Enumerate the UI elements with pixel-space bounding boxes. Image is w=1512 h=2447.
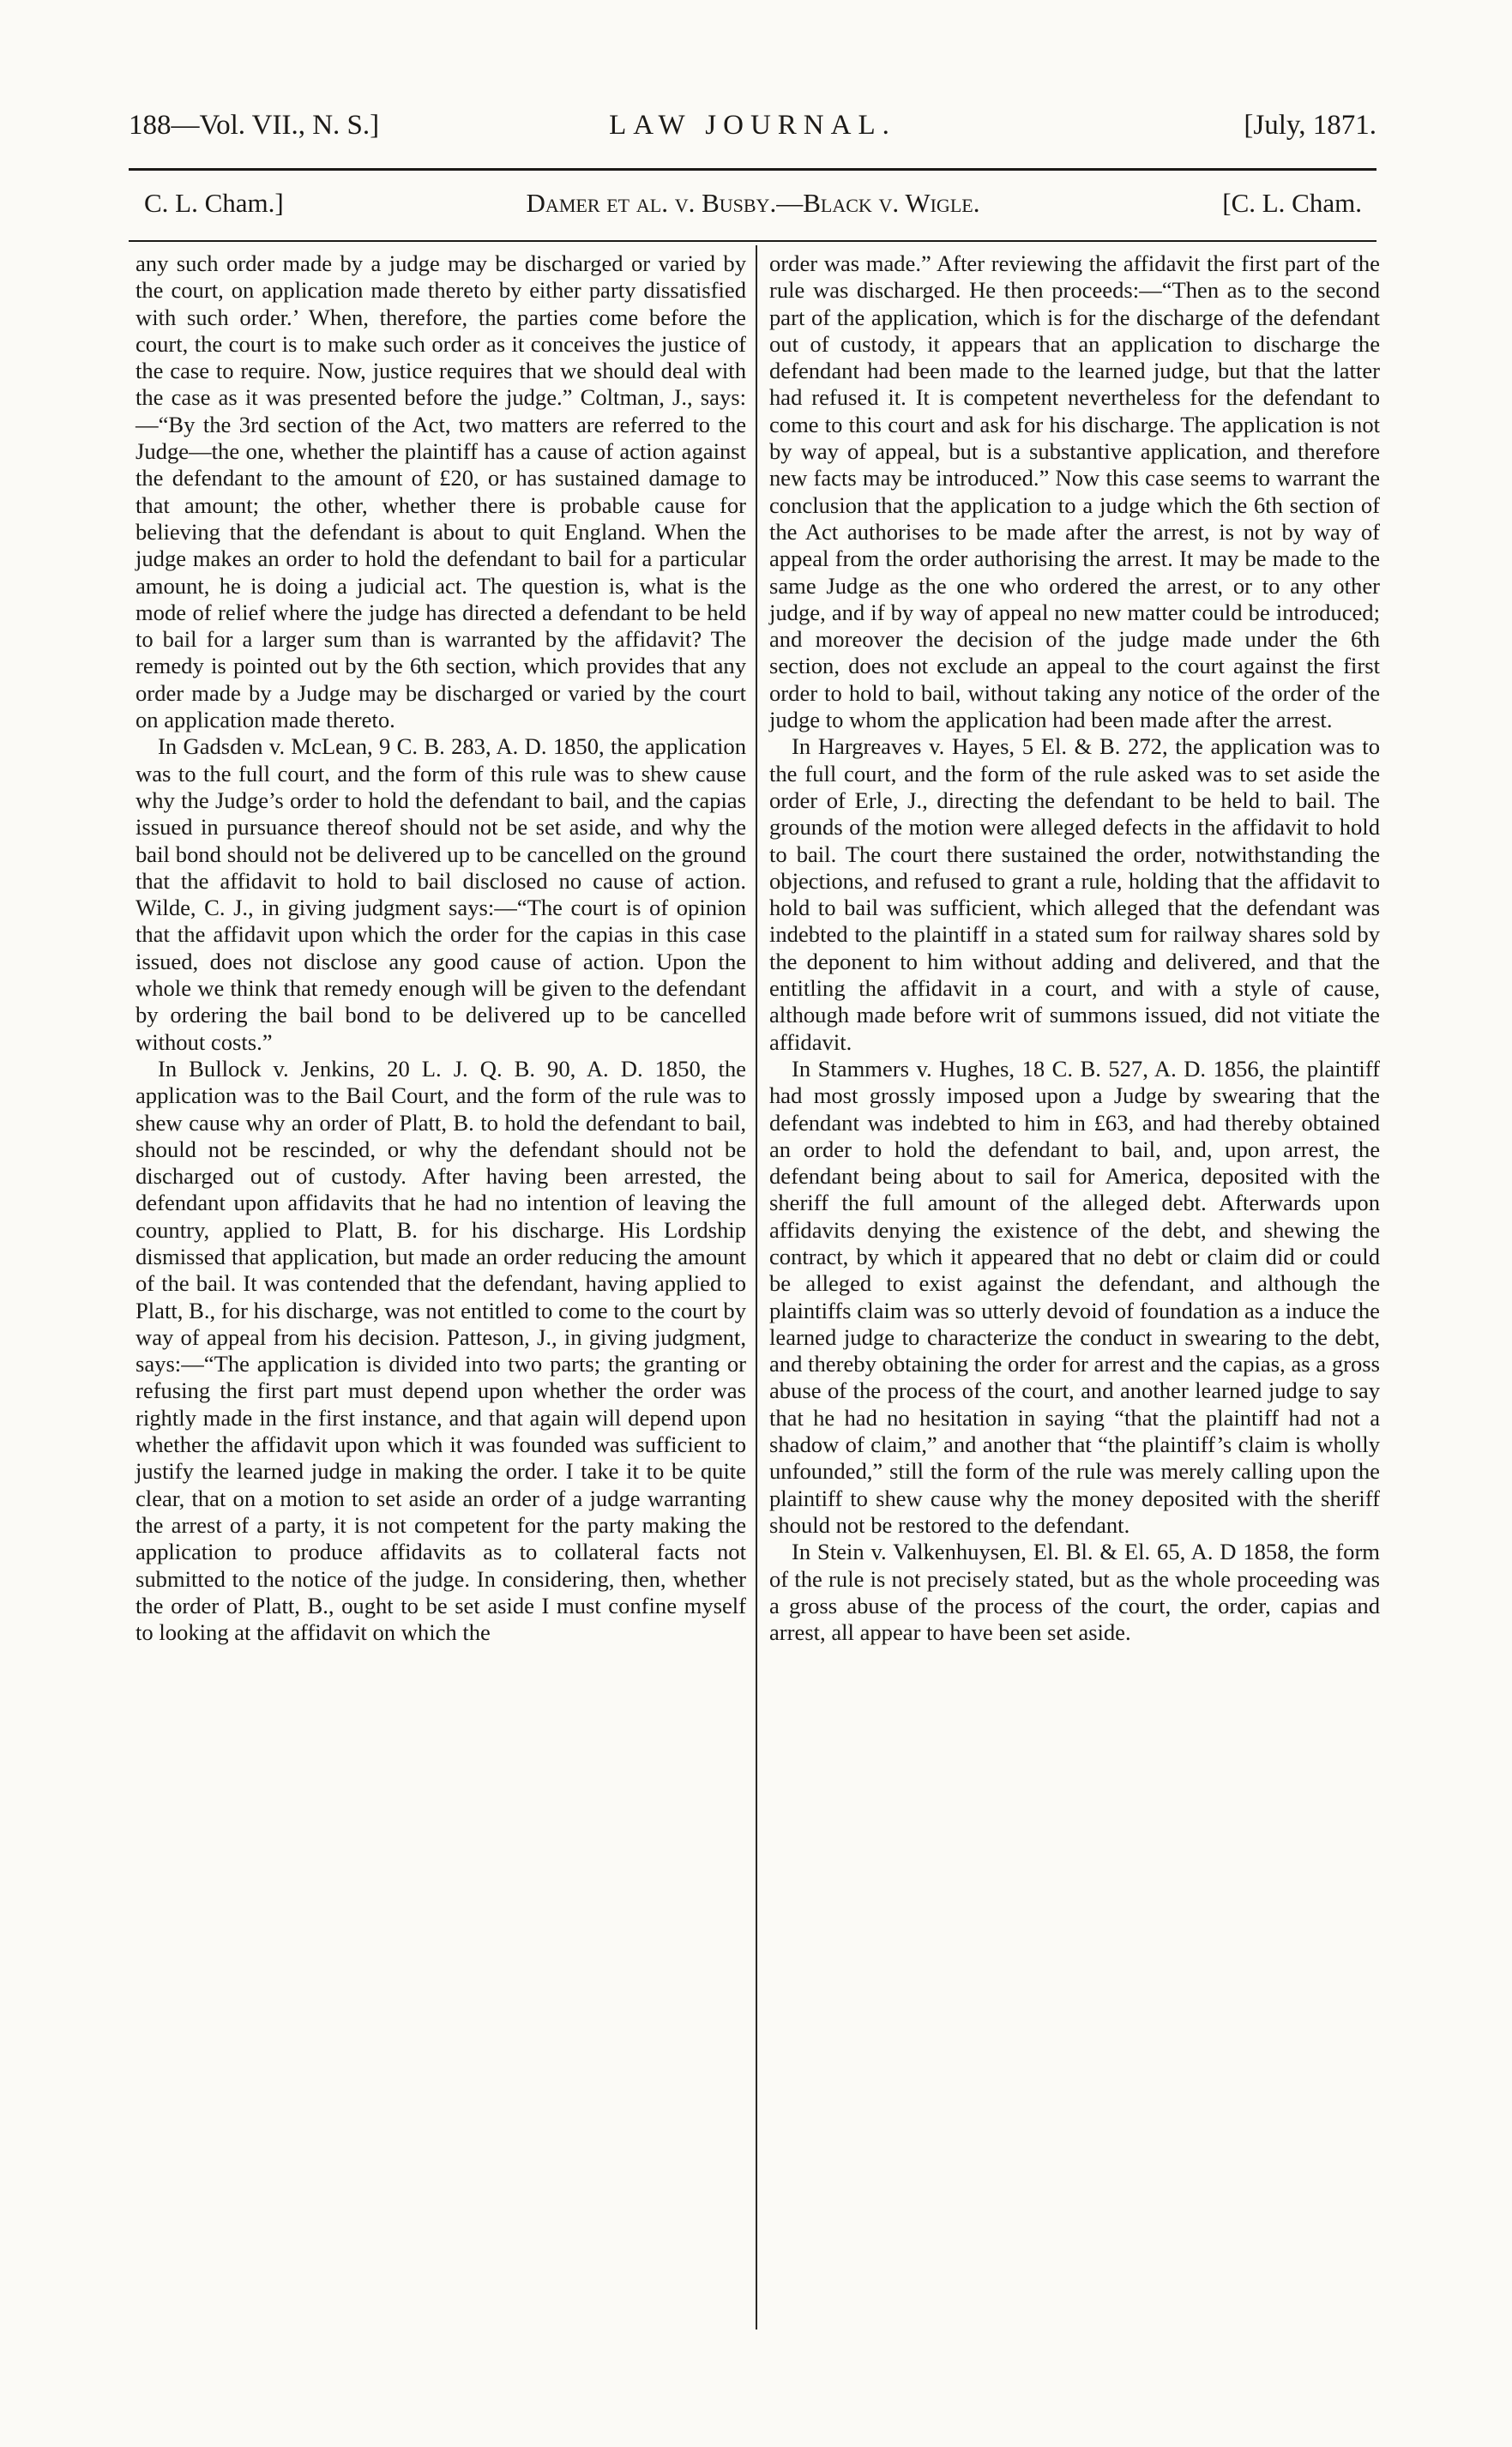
column-divider (756, 245, 757, 2329)
paragraph: In Hargreaves v. Hayes, 5 El. & B. 272, the application was to the full court, and the form of the rule asked was to set aside the order of Erle, J., directing the defendant to be held to bail. The grounds of the motion were alleged defects in the affidavit to hold to bail. The court there sustained the order, notwithstanding the objections, and refused to grant a rule, holding that the affidavit to hold to bail was sufficient, which alleged that the defendant was indebted to the plaintiff in a stated sum for railway shares sold by the deponent to him without adding and delivered, and that the entitling the affidavit in a court, and with a style of cause, although made before writ of summons issued, did not vitiate the affidavit. (769, 733, 1380, 1055)
case-header (144, 188, 1362, 231)
paragraph: In Stammers v. Hughes, 18 C. B. 527, A. D. 1856, the plaintiff had most grossly imposed upon a Judge by swearing that the defendant was indebted to him in £63, and had thereby obtained an order to hold the defendant to bail, and, upon arrest, the defendant being about to sail for America, deposited with the sheriff the full amount of the alleged debt. Afterwards upon affidavits denying the existence of the debt, and shewing the contract, by which it appeared that no debt or claim did or could be alleged to exist against the defendant, and although the plaintiffs claim was so utterly devoid of foundation as a induce the learned judge to characterize the conduct in swearing to the debt, and thereby obtaining the order for arrest and the capias, as a gross abuse of the process of the court, and another learned judge to say that he had no hesitation in saying “that the plaintiff had not a shadow of claim,” and another that “the plaintiff’s claim is wholly unfounded,” still the form of the rule was merely calling upon the plaintiff to shew cause why the money deposited with the sheriff should not be restored to the defendant. (769, 1055, 1380, 1538)
paragraph: order was made.” After reviewing the affidavit the first part of the rule was discharged. He then proceeds:—“Then as to the second part of the application, which is for the discharge of the defendant out of custody, it appears that an application to discharge the defendant had been made to the learned judge, but that the latter had refused it. It is competent nevertheless for the defendant to come to this court and ask for his discharge. The application is not by way of appeal, but is a substantive application, and therefore new facts may be introduced.” Now this case seems to warrant the conclusion that the application to a judge which the 6th section of the Act authorises to be made after the arrest, is not by way of appeal from the order authorising the arrest. It may be made to the same Judge as the one who ordered the arrest, or to any other judge, and if by way of appeal no new matter could be introduced; and moreover the decision of the judge made under the 6th section, does not exclude an appeal to the court against the first order to hold to bail, without taking any notice of the order of the judge to whom the application had been made after the arrest. (769, 250, 1380, 733)
issue-date: [July, 1871. (1244, 110, 1376, 141)
paragraph: In Gadsden v. McLean, 9 C. B. 283, A. D. 1850, the application was to the full court, and the form of this rule was to shew cause why the Judge’s order to hold the defendant to bail, and the capias issued in pursuance thereof should not be set aside, and why the bail bond should not be delivered up to be cancelled on the ground that the affidavit to hold to bail disclosed no cause of action. Wilde, C. J., in giving judgment says:—“The court is of opinion that the affidavit upon which the order for the capias in this case issued, does not disclose any good cause of action. Upon the whole we think that remedy enough will be given to the defendant by ordering the bail bond to be delivered up to be cancelled without costs.” (136, 733, 746, 1055)
journal-title: LAW JOURNAL. (609, 110, 896, 141)
case-title: Damer et al. v. Busby.—Black v. Wigle. (526, 188, 980, 218)
page-volume-label: 188—Vol. VII., N. S.] (129, 110, 380, 141)
court-label-left: C. L. Cham.] (144, 188, 284, 218)
paragraph: any such order made by a judge may be discharged or varied by the court, on application made thereto by either party dissatisfied with such order.’ When, therefore, the parties come before the court, the court is to make such order as it conceives the justice of the case to require. Now, justice requires that we should deal with the case as it was presented before the judge.” Coltman, J., says:—“By the 3rd section of the Act, two matters are referred to the Judge—the one, whether the plaintiff has a cause of action against the defendant to the amount of £20, or has sustained damage to that amount; the other, whether there is probable cause for believing that the defendant is about to quit England. When the judge makes an order to hold the defendant to bail for a particular amount, he is doing a judicial act. The question is, what is the mode of relief where the judge has directed a defendant to be held to bail for a larger sum than is warranted by the affidavit? The remedy is pointed out by the 6th section, which provides that any order made by a Judge may be discharged or varied by the court on application made thereto. (136, 250, 746, 733)
left-column (136, 250, 746, 1646)
header-rule (129, 168, 1376, 171)
running-head (129, 110, 1376, 158)
paragraph: In Bullock v. Jenkins, 20 L. J. Q. B. 90, A. D. 1850, the application was to the Bail Court, and the form of the rule was to shew cause why an order of Platt, B. to hold the defendant to bail, should not be rescinded, or why the defendant should not be discharged out of custody. After having been arrested, the defendant upon affidavits that he had no intention of leaving the country, applied to Platt, B. for his discharge. His Lordship dismissed that application, but made an order reducing the amount of the bail. It was contended that the defendant, having applied to Platt, B., for his discharge, was not entitled to come to the court by way of appeal from his decision. Patteson, J., in giving judgment, says:—“The application is divided into two parts; the granting or refusing the first part must depend upon whether the order was rightly made in the first instance, and that again will depend upon whether the affidavit upon which it was founded was sufficient to justify the learned judge in making the order. I take it to be quite clear, that on a motion to set aside an order of a judge warranting the arrest of a party, it is not competent for the party making the application to produce affidavits as to collateral facts not submitted to the notice of the judge. In considering, then, whether the order of Platt, B., ought to be set aside I must confine myself to looking at the affidavit on which the (136, 1055, 746, 1646)
court-label-right: [C. L. Cham. (1222, 188, 1362, 218)
right-column (769, 250, 1380, 1646)
case-header-rule (129, 240, 1376, 242)
paragraph: In Stein v. Valkenhuysen, El. Bl. & El. 65, A. D 1858, the form of the rule is not precisely stated, but as the whole proceeding was a gross abuse of the process of the court, the order, capias and arrest, all appear to have been set aside. (769, 1539, 1380, 1646)
